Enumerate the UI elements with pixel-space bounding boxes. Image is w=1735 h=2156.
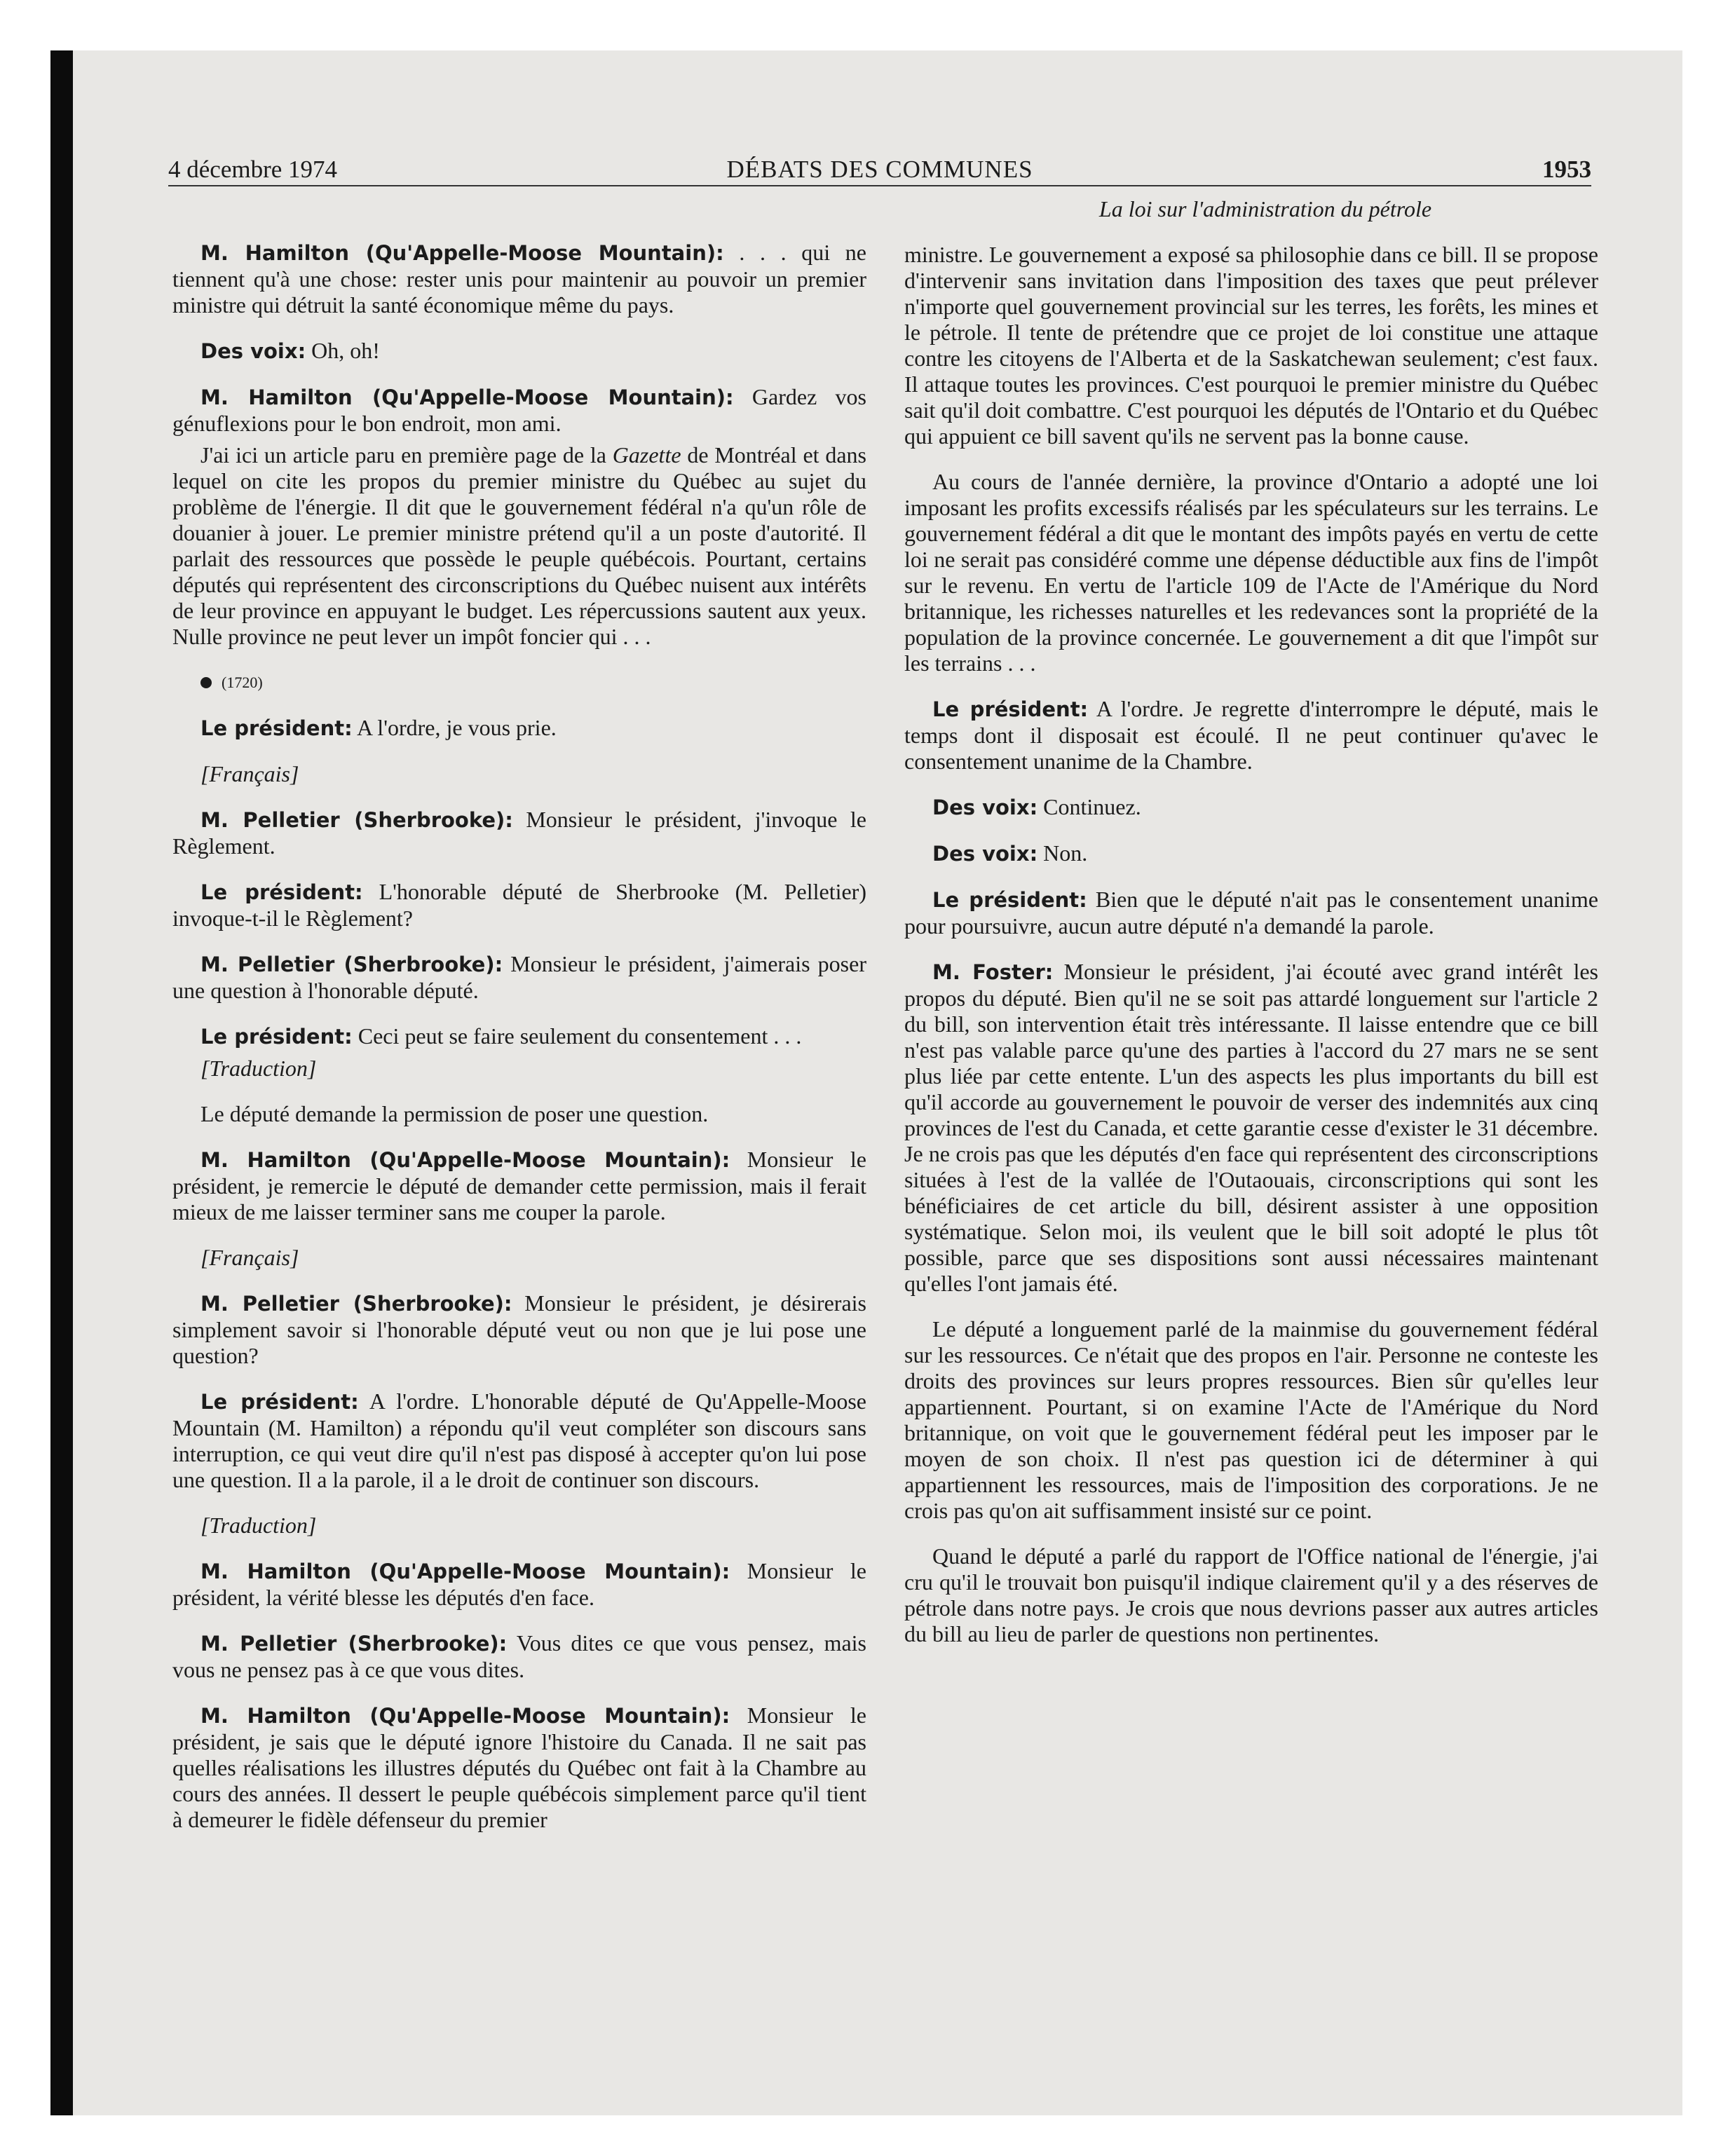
- speech-text: Quand le député a parlé du rapport de l'Office national de l'énergie, j'ai cru qu'il le trouvait bon puisqu'il indique clairement qu'il y a des réserves de pétrole dans notre pays. Je crois que nous devrions passer aux autres articles du bill au lieu de parler de questions non pertinentes.: [904, 1543, 1598, 1646]
- paragraph: [172, 442, 866, 650]
- speaker-name: M. Hamilton (Qu'Appelle-Moose Mountain):: [200, 1560, 730, 1583]
- speaker-name: Des voix:: [200, 339, 306, 363]
- speaker-name: Le président:: [200, 716, 353, 740]
- speech-text: Le député a longuement parlé de la mainmise du gouvernement fédéral sur les ressources. Ce n'était que des propos en l'air. Personne ne conteste les droits des provinces sur leurs propres ressources. Bien sûr qu'elles leur appartiennent. Pourtant, si on examine l'Acte de l'Amérique du Nord britannique, on voit que le gouvernement fédéral peut les imposer par le moyen de son choix. Il n'est pas question ici de déterminer à qui appartiennent les ressources, mais de l'imposition des corporations. Je ne crois pas qu'on ait suffisamment insisté sur ce point.: [904, 1316, 1598, 1523]
- paragraph: [172, 1558, 866, 1611]
- paragraph: [172, 1389, 866, 1493]
- speech-text: Monsieur le président, j'aimerais poser une question à l'honorable député.: [172, 951, 866, 1003]
- speech-text: de Montréal et dans lequel on cite les propos du premier ministre du Québec au sujet du problème de l'énergie. Il dit que le gouvernement fédéral n'a qu'un rôle de douanier à jouer. Le premier ministre prétend qu'il a un poste d'autorité. Il parlait des ressources que possède le peuple québécois. Pourtant, certains députés qui représentent des circonscriptions du Québec nuisent aux intérêts de leur province en appuyant le budget. Les répercussions sautent aux yeux. Nulle province ne peut lever un impôt foncier qui . . .: [172, 442, 867, 649]
- speaker-name: M. Pelletier (Sherbrooke):: [200, 1292, 512, 1316]
- left-column: [172, 240, 866, 1853]
- page-number: 1953: [1542, 156, 1591, 183]
- language-marker: [Français]: [200, 761, 299, 786]
- header-date: 4 décembre 1974: [168, 156, 338, 183]
- paragraph: [904, 959, 1598, 1297]
- speech-text: A l'ordre, je vous prie.: [352, 715, 557, 740]
- speaker-name: M. Hamilton (Qu'Appelle-Moose Mountain):: [200, 241, 724, 265]
- speaker-name: Le président:: [200, 1025, 353, 1049]
- speaker-name: M. Pelletier (Sherbrooke):: [200, 953, 503, 976]
- paragraph: [172, 807, 866, 859]
- paragraph: [172, 715, 866, 742]
- paragraph: [904, 1543, 1598, 1647]
- time-marker-text: (1720): [222, 674, 263, 691]
- paragraph: [904, 242, 1598, 449]
- bullet-icon: [200, 677, 212, 688]
- speech-text: Oh, oh!: [306, 338, 380, 363]
- time-marker: [172, 669, 866, 695]
- scan-binding-edge: [50, 50, 73, 2115]
- paragraph: [172, 1630, 866, 1683]
- paragraph: [172, 1290, 866, 1369]
- speech-text: A l'ordre. Je regrette d'interrompre le député, mais le temps dont il disposait est écoulé. Il ne peut continuer qu'avec le consentement unanime de la Chambre.: [904, 696, 1598, 774]
- speech-text: Bien que le député n'ait pas le consentement unanime pour poursuivre, aucun autre député n'a demandé la parole.: [904, 887, 1598, 939]
- speaker-name: Le président:: [932, 888, 1087, 912]
- paragraph: [172, 951, 866, 1004]
- speech-text: Monsieur le président, j'invoque le Règlement.: [172, 807, 866, 859]
- speaker-name: M. Hamilton (Qu'Appelle-Moose Mountain):: [200, 1704, 730, 1728]
- header-title: DÉBATS DES COMMUNES: [726, 156, 1033, 183]
- speaker-name: Le président:: [200, 880, 363, 904]
- language-marker: [Traduction]: [200, 1056, 317, 1081]
- paragraph: [172, 384, 866, 437]
- speech-text: Continuez.: [1037, 794, 1141, 819]
- speaker-name: M. Foster:: [932, 960, 1054, 984]
- speaker-name: M. Hamilton (Qu'Appelle-Moose Mountain):: [200, 386, 734, 409]
- speech-text: Monsieur le président, je remercie le député de demander cette permission, mais il ferait mieux de me laisser terminer sans me couper la parole.: [172, 1147, 866, 1224]
- speech-text: Monsieur le président, je sais que le député ignore l'histoire du Canada. Il ne sait pas quelles réalisations les illustres députés du Québec ont fait à la Chambre au cours des années. Il dessert le peuple québécois simplement parce qu'il tient à demeurer le fidèle défenseur du premier: [172, 1703, 866, 1832]
- speaker-name: Le président:: [932, 697, 1089, 721]
- language-marker: [Français]: [200, 1245, 299, 1270]
- paragraph: [904, 840, 1598, 867]
- speaker-name: M. Pelletier (Sherbrooke):: [200, 808, 513, 832]
- header-rule: [168, 185, 1591, 186]
- speaker-name: Le président:: [200, 1390, 359, 1414]
- speech-text: ministre. Le gouvernement a exposé sa philosophie dans ce bill. Il se propose d'intervenir sans invitation dans l'imposition des taxes que peut prélever n'importe quel gouvernement provincial sur les terres, les forêts, les mines et le pétrole. Il tente de prétendre que ce projet de loi constitue une attaque contre les citoyens de l'Alberta et de la Saskatchewan seulement; c'est faux. Il attaque toutes les provinces. C'est pourquoi le premier ministre du Québec sait qu'il doit combattre. C'est pourquoi les députés de l'Ontario et du Québec qui appuient ce bill savent qu'ils ne servent pas la bonne cause.: [904, 242, 1598, 449]
- speech-text: Le député demande la permission de poser une question.: [200, 1101, 709, 1126]
- speaker-name: M. Pelletier (Sherbrooke):: [200, 1632, 508, 1656]
- speech-text: Non.: [1037, 840, 1088, 866]
- speech-text: . . . qui ne tiennent qu'à une chose: rester unis pour maintenir au pouvoir un premier ministre qui détruit la santé économique même du pays.: [172, 240, 866, 318]
- paragraph: [172, 240, 866, 318]
- speaker-name: Des voix:: [932, 842, 1038, 866]
- speech-text: Monsieur le président, j'ai écouté avec grand intérêt les propos du député. Bien qu'il ne se soit pas attardé longuement sur l'article 2 du bill, son intervention était très intéressante. Il laisse entendre que ce bill n'est pas valable parce qu'une des parties à l'accord du 27 mars ne se sent plus liée par cette entente. L'un des aspects les plus importants du bill est qu'il accorde au gouvernement le pouvoir de verser des indemnités aux cinq provinces de l'est du Canada, et cette garantie cesse d'exister le 31 décembre. Je ne crois pas que les députés d'en face qui représentent des circonscriptions situées à l'est de la vallée de l'Outaouais, circonscriptions qui sont les bénéficiaires de cet article du bill, désirent assister à une opposition systématique. Selon moi, ils veulent que le bill soit adopté le plus tôt possible, parce que ses dispositions sont aussi nécessaires maintenant qu'elles l'ont jamais été.: [904, 959, 1598, 1296]
- speech-text: Gardez vos génuflexions pour le bon endroit, mon ami.: [172, 384, 866, 436]
- language-marker: [Traduction]: [200, 1513, 317, 1538]
- right-column: [904, 196, 1598, 1667]
- speech-text: Vous dites ce que vous pensez, mais vous ne pensez pas à ce que vous dites.: [172, 1630, 866, 1682]
- speech-text: Au cours de l'année dernière, la province d'Ontario a adopté une loi imposant les profits excessifs réalisés par les spéculateurs sur les terrains. Le gouvernement fédéral a dit que le montant des impôts payés en vertu de cette loi ne serait pas considéré comme une dépense déductible aux fins de l'impôt sur le revenu. En vertu de l'article 109 de l'Acte de l'Amérique du Nord britannique, les richesses naturelles et les redevances sont la propriété de la population de la province concernée. Le gouvernement a dit que l'impôt sur les terrains . . .: [904, 469, 1598, 676]
- paragraph: [172, 1147, 866, 1225]
- paragraph: [904, 696, 1598, 775]
- paragraph: [904, 794, 1598, 821]
- speech-text: Monsieur le président, je désirerais simplement savoir si l'honorable député veut ou non que je lui pose une question?: [172, 1290, 866, 1368]
- speaker-name: M. Hamilton (Qu'Appelle-Moose Mountain):: [200, 1148, 730, 1172]
- paragraph: [172, 1101, 866, 1127]
- speech-text: L'honorable député de Sherbrooke (M. Pelletier) invoque-t-il le Règlement?: [172, 879, 866, 931]
- paragraph: [904, 887, 1598, 939]
- paragraph: [904, 1316, 1598, 1524]
- paragraph: [172, 1703, 866, 1833]
- speech-text: Ceci peut se faire seulement du consentement . . .: [352, 1023, 802, 1049]
- publication-title: Gazette: [612, 442, 681, 468]
- page-header: [168, 156, 1591, 185]
- paragraph: [172, 879, 866, 932]
- speaker-name: Des voix:: [932, 796, 1038, 819]
- paragraph: [172, 1023, 866, 1050]
- running-title: La loi sur l'administration du pétrole: [1098, 196, 1432, 221]
- paragraph: [904, 469, 1598, 676]
- speech-text: J'ai ici un article paru en première page de la: [200, 442, 613, 468]
- speech-text: Monsieur le président, la vérité blesse les députés d'en face.: [172, 1558, 866, 1610]
- paragraph: [172, 338, 866, 364]
- speech-text: A l'ordre. L'honorable député de Qu'Appelle-Moose Mountain (M. Hamilton) a répondu qu'il veut compléter son discours sans interruption, ce qui veut dire qu'il n'est pas disposé à accepter qu'on lui pose une question. Il a la parole, il a le droit de continuer son discours.: [172, 1389, 866, 1492]
